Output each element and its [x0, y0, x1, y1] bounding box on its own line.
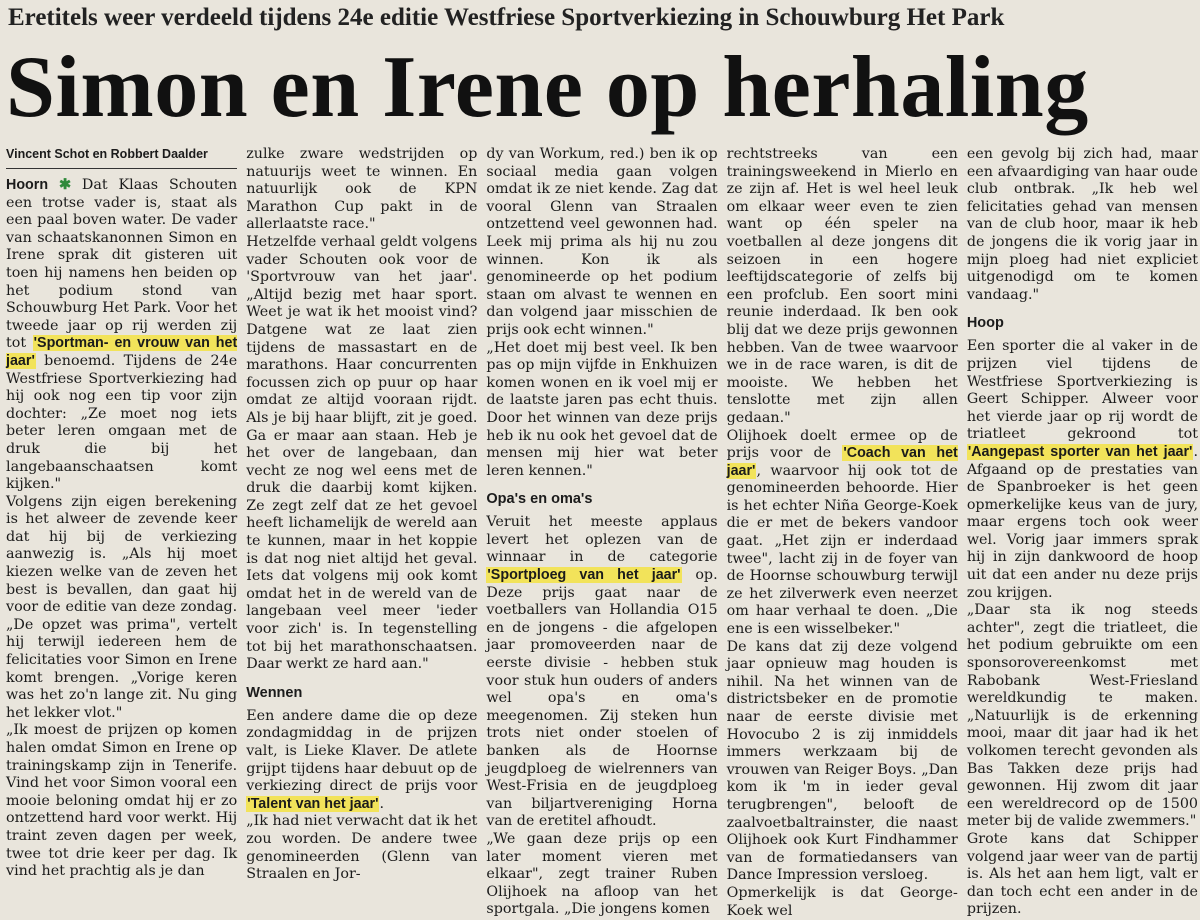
highlight-coach: 'Coach van het jaar' [726, 445, 958, 479]
paragraph: rechtstreeks van een trainingsweekend in Mierlo en ze zijn af. Het is wel heel leuk om elkaar weer even te zien want op één speler na voetballen al deze jongens dit seizoen in een hogere leeftijdscategorie of zelfs bij een profclub. Een soort mini reunie inderdaad. Ik ben ook blij dat we deze prijs gewonnen hebben. Van de twee waarvoor we in de race waren, is dit de mooiste. We hebben het tenslotte met zijn allen gedaan." [726, 146, 958, 426]
paragraph: „We gaan deze prijs op een later moment vieren met elkaar", zegt trainer Ruben Olijhoek na afloop van het sportgala. „Die jongens komen [486, 830, 718, 918]
column-4 [726, 146, 958, 919]
paragraph: De kans dat zij deze volgend jaar opnieuw mag houden is nihil. Na het winnen van de districtsbeker en de promotie naar de eerste divisie met Hovocubo 2 is zij inmiddels immers werkzaam bij de vrouwen van Reiger Boys. „Dan kom ik 'm in ieder geval terugbrengen", belooft de zaalvoetbaltrainster, die naast Olijhoek ook Kurt Findhammer van de formatiedansers van Dance Impression versloeg. [726, 638, 958, 884]
column-1 [6, 146, 238, 880]
text: . [379, 795, 385, 812]
paragraph: „Daar sta ik nog steeds achter", zegt die triatleet, die het podium gebruikte om een sponsorovereenkomst met Rabobank West-Friesland wereldkundig te maken. „Natuurlijk is de erkenning mooi, maar dit jaar had ik het volkomen terecht gevonden als Bas Takken deze prijs had gewonnen. Hij zwom dit jaar een wereldrecord op de 1500 meter bij de valide zwemmers." [966, 602, 1199, 830]
text: Een sporter die al vaker in de prijzen viel tijdens de Westfriese Sportverkiezing is Geert Schipper. Alweer voor het vierde jaar op rij wordt de triatleet gekroond tot [966, 338, 1199, 443]
column-5 [966, 146, 1199, 918]
paragraph: dy van Workum, red.) ben ik op sociaal media gaan volgen omdat ik ze niet kende. Zag dat vooral Glenn van Straalen ontzettend veel gewonnen had. Leek mij prima als hij nu zou winnen. Kon ik als genomineerde op het podium staan om alvast te wennen en dan volgend jaar misschien de prijs ook echt winnen." [486, 146, 718, 338]
text: Een andere dame die op deze zondagmiddag in de prijzen valt, is Lieke Klaver. De atlete grijpt tijdens haar debuut op de verkiezing direct de prijs voor [246, 707, 478, 795]
highlight-aangepast: 'Aangepast sporter van het jaar' [967, 443, 1193, 460]
star-icon: ✱ [58, 177, 71, 193]
paragraph [6, 177, 237, 494]
text: , waarvoor hij ook tot de genomineerden behoorde. Hier is het echter Niña George-Koek die er met de bekers vandoor gaat. „Het zijn er inderdaad twee", lacht zij in de foyer van de Hoornse schouwburg terwijl ze het zilverwerk even neerzet om haar verhaal te doen. „Die ene is een wisselbeker." [726, 462, 958, 638]
paragraph [486, 514, 717, 831]
paragraph [967, 338, 1198, 602]
article-columns [6, 146, 1199, 919]
column-3 [486, 146, 718, 918]
paragraph: Opmerkelijk is dat George-Koek wel [726, 884, 958, 919]
highlight-sportploeg: 'Sportploeg van het jaar' [487, 567, 681, 584]
text: Veruit het meeste applaus levert het oplezen van de winnaar in de categorie [486, 514, 718, 566]
paragraph [246, 708, 477, 814]
paragraph [727, 428, 958, 639]
text: . Afgaand op de prestaties van de Spanbroeker is het geen opmerkelijke keus van de jury, maar ergens toch ook weer wel. Vorig jaar immers sprak hij in zijn dankwoord de hoop uit dat een ander nu deze prijs zou krijgen. [966, 443, 1199, 601]
paragraph: Hetzelfde verhaal geldt volgens vader Schouten ook voor de 'Sportvrouw van het jaar'. „Altijd bezig met haar sport. Weet je wat ik het mooist vind? Datgene wat ze laat zien tijdens de massastart en de marathons. Haar concurrenten focussen zich op puur op haar omdat ze altijd vooraan rijdt. Als je bij haar blijft, zit je goed. Ga er maar aan staan. Heb je het over de langebaan, dan vecht ze nog wel eens met de druk die daarbij komt kijken. Ze zegt zelf dat ze het gevoel heeft lichamelijk de wereld aan te kunnen, maar in het koppie is dat nog niet altijd het geval. Iets dat volgens mij ook komt omdat het in de wereld van de langebaan veel meer 'ieder voor zich' is. In tegenstelling tot bij het marathonschaatsen. Daar werkt ze hard aan." [246, 233, 478, 673]
paragraph: „Ik moest de prijzen op komen halen omdat Simon en Irene op trainingskamp zijn in Tenerife. Vind het voor Simon vooral een mooie beloning omdat hij er zo ontzettend hard voor werkt. Hij traint zeven dagen per week, twee tot drie keer per dag. Ik vind het prachtig als je dan [6, 722, 238, 880]
paragraph: „Het doet mij best veel. Ik ben pas op mijn vijfde in Enkhuizen komen wonen en ik voel mij er de laatste jaren pas echt thuis. Door het winnen van deze prijs heb ik nu ook het gevoel dat de mensen mij hier wat beter leren kennen." [486, 339, 718, 479]
paragraph: „Ik had niet verwacht dat ik het zou worden. De andere twee genomineerden (Glenn van Straalen en Jor- [246, 813, 478, 883]
highlight-sportman: 'Sportman- en vrouw van het jaar' [6, 335, 238, 369]
text: Dat Klaas Schouten een trotse vader is, staat als een paal boven water. De vader van schaatskanonnen Simon en Irene sprak dit gisteren uit toen hij namens hen beiden op het podium stond van Schouwburg Het Park. Voor het tweede jaar op rij werden zij tot [6, 177, 238, 352]
paragraph: Grote kans dat Schipper volgend jaar weer van de partij is. Als het aan hem ligt, valt er dan toch echt een ander in de prijzen. [966, 830, 1199, 918]
text: op. Deze prijs gaat naar de voetballers van Hollandia O15 en de jongens - die afgelopen jaar promoveerden naar de eerste divisie - hebben stuk voor stuk hun ouders of anders wel opa's en oma's meegenomen. Zij steken hun trots niet onder stoelen of banken als de Hoornse jeugdploeg de wielrenners van West-Frisia en de jeugdploeg van biljartvereniging Horna van de eretitel afhoudt. [486, 567, 718, 830]
subhead-opas-omas: Opa's en oma's [486, 491, 593, 508]
paragraph: zulke zware wedstrijden op natuurijs weet te winnen. En natuurlijk ook de KPN Marathon Cup pakt in de allerlaatste race." [246, 146, 478, 233]
text: Olijhoek doelt ermee op de prijs voor de [726, 427, 958, 462]
text: benoemd. Tijdens de 24e Westfriese Sportverkiezing had hij ook nog een tip voor zijn dochter: „Ze moet nog iets beter leren omgaan met de druk die bij het langebaanschaatsen komt kijken." [6, 352, 238, 493]
byline: Vincent Schot en Robbert Daalder [6, 146, 237, 169]
paragraph: Volgens zijn eigen berekening is het alweer de zevende keer dat hij bij de verkiezing aanwezig is. „Als hij moet kiezen welke van de zeven het best is bevallen, dan gaat hij voor de editie van deze zondag. „De opzet was prima", vertelt hij terwijl iedereen hem de felicitaties voor Simon en Irene komt brengen. „Vorige keren was het zo'n lange zit. Nu ging het lekker vlot." [6, 493, 238, 721]
column-2 [246, 146, 478, 883]
paragraph: een gevolg bij zich had, maar een afvaardiging van haar oude club ontbrak. „Ik heb wel felicitaties gehad van mensen van de club hoor, maar ik heb de jongens die ik vorig jaar in mijn ploeg had niet expliciet uitgenodigd om te komen vandaag." [966, 146, 1199, 303]
dateline: Hoorn [6, 177, 49, 193]
subhead-wennen: Wennen [246, 684, 303, 701]
highlight-talent: 'Talent van het jaar' [247, 795, 379, 812]
headline: Simon en Irene op herhaling [6, 39, 1089, 136]
kicker: Eretitels weer verdeeld tijdens 24e editie Westfriese Sportverkiezing in Schouwburg Het Park [8, 4, 1005, 31]
subhead-hoop: Hoop [966, 315, 1004, 332]
